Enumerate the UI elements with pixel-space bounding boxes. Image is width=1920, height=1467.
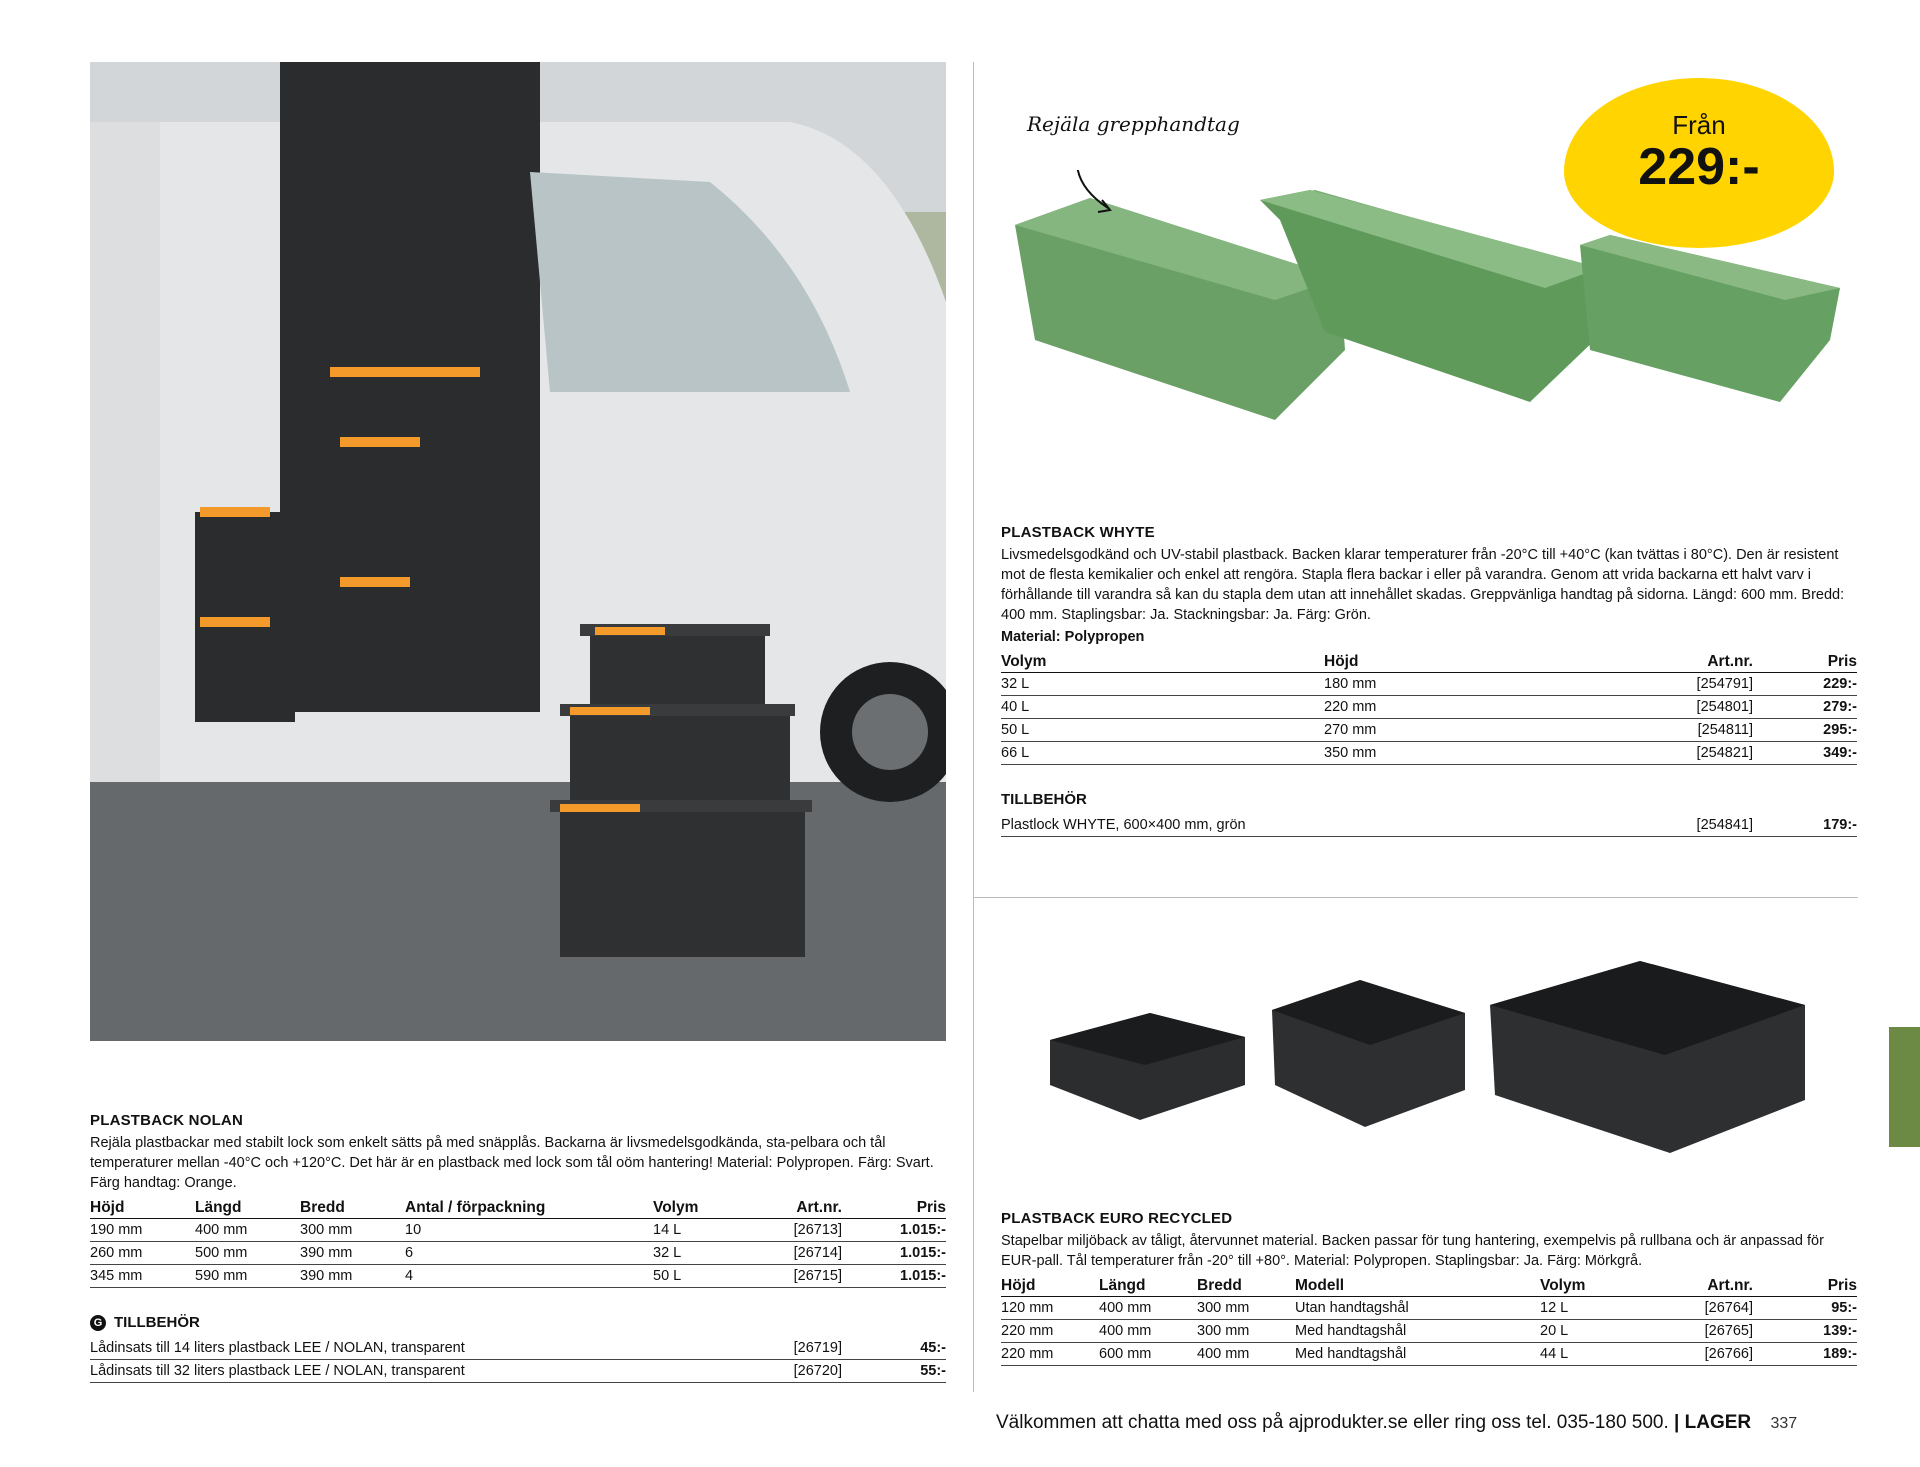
cell: [26765] — [1640, 1320, 1753, 1343]
col-volym: Volym — [653, 1197, 753, 1219]
table-row — [90, 1337, 946, 1360]
cell: 95:- — [1753, 1297, 1857, 1320]
accessories-label: TILLBEHÖR — [114, 1314, 200, 1331]
cell: 220 mm — [1001, 1320, 1099, 1343]
cell: 180 mm — [1324, 673, 1654, 696]
cell: 260 mm — [90, 1242, 195, 1265]
table-row — [1001, 696, 1857, 719]
cell: 1.015:- — [842, 1219, 946, 1242]
cell: 120 mm — [1001, 1297, 1099, 1320]
cell: [26764] — [1640, 1297, 1753, 1320]
whyte-description: Livsmedelsgodkänd och UV-stabil plastback. Backen klarar temperaturer från -20°C till +40°C (kan tvättas i 80°C). Den är resistent mot de flesta kemikalier och enkel att rengöra. Stapla flera backar i eller på varandra. Genom att vrida backarna ett halvt varv i förhållande till varandra så kan du stapla dem utan att innehållet skadas. Greppvänliga handtag på sidorna. Längd: 600 mm. Bredd: 400 mm. Staplingsbar: Ja. Stackningsbar: Ja. Färg: Grön. — [1001, 547, 1845, 623]
cell: [26719] — [756, 1337, 842, 1360]
cell: Med handtagshål — [1295, 1320, 1540, 1343]
g-circle-icon: G — [90, 1315, 106, 1331]
euro-description: Stapelbar miljöback av tåligt, återvunnet material. Backen passar för tung hantering, exempelvis på rullbana och är anpassad för EUR-pall. Tål temperaturer från -20° till +80°. Material: Polypropen. Staplingsbar: Ja. Färg: Mörkgrå. — [1001, 1233, 1824, 1269]
cell: Plastlock WHYTE, 600×400 mm, grön — [1001, 814, 1612, 837]
cell: Utan handtagshål — [1295, 1297, 1540, 1320]
col-modell: Modell — [1295, 1275, 1540, 1297]
cell: [254801] — [1654, 696, 1753, 719]
cell: 220 mm — [1001, 1343, 1099, 1366]
cell: 349:- — [1753, 742, 1857, 765]
cell: 10 — [405, 1219, 653, 1242]
footer-contact-text: Välkommen att chatta med oss på ajprodukter.se eller ring oss tel. 035-180 500. — [996, 1412, 1669, 1433]
cell: 500 mm — [195, 1242, 300, 1265]
table-row — [90, 1360, 946, 1383]
col-pris: Pris — [1753, 651, 1857, 673]
cell: 600 mm — [1099, 1343, 1197, 1366]
nolan-title: PLASTBACK NOLAN — [90, 1112, 243, 1129]
cell: Lådinsats till 32 liters plastback LEE / NOLAN, transparent — [90, 1360, 756, 1383]
cell: 1.015:- — [842, 1265, 946, 1288]
cell: 1.015:- — [842, 1242, 946, 1265]
table-row — [1001, 814, 1857, 837]
cell: [26715] — [753, 1265, 842, 1288]
col-pris: Pris — [1753, 1275, 1857, 1297]
cell: 350 mm — [1324, 742, 1654, 765]
cell: 55:- — [842, 1360, 946, 1383]
nolan-section — [90, 1112, 946, 1383]
cell: 44 L — [1540, 1343, 1640, 1366]
van-photo — [90, 62, 946, 1041]
nolan-description: Rejäla plastbackar med stabilt lock som enkelt sätts på med snäpplås. Backarna är livsmedelsgodkända, sta-pelbara och tål temperaturer mellan -40°C och +120°C. Det här är en plastback med lock som tål oöm hantering! Material: Polypropen. Färg: Svart. Färg handtag: Orange. — [90, 1135, 934, 1191]
cell: 139:- — [1753, 1320, 1857, 1343]
cell: 270 mm — [1324, 719, 1654, 742]
cell: [26714] — [753, 1242, 842, 1265]
whyte-table — [1001, 651, 1857, 765]
cell: 12 L — [1540, 1297, 1640, 1320]
euro-boxes-photo — [1040, 955, 1820, 1165]
price-value: 229:- — [1638, 138, 1760, 196]
cell: [26720] — [756, 1360, 842, 1383]
col-pris: Pris — [842, 1197, 946, 1219]
col-langd: Längd — [1099, 1275, 1197, 1297]
col-bredd: Bredd — [1197, 1275, 1295, 1297]
col-langd: Längd — [195, 1197, 300, 1219]
table-row — [1001, 742, 1857, 765]
col-artnr: Art.nr. — [1654, 651, 1753, 673]
grip-annotation: Rejäla grepphandtag — [1027, 112, 1240, 136]
footer — [996, 1412, 1797, 1434]
cell: 390 mm — [300, 1265, 405, 1288]
footer-section: | LAGER — [1674, 1412, 1752, 1433]
cell: 400 mm — [1197, 1343, 1295, 1366]
col-antal: Antal / förpackning — [405, 1197, 653, 1219]
col-bredd: Bredd — [300, 1197, 405, 1219]
cell: 400 mm — [195, 1219, 300, 1242]
table-row — [1001, 1343, 1857, 1366]
cell: [26713] — [753, 1219, 842, 1242]
col-hojd: Höjd — [1324, 651, 1654, 673]
col-hojd: Höjd — [1001, 1275, 1099, 1297]
cell: Med handtagshål — [1295, 1343, 1540, 1366]
cell: 400 mm — [1099, 1297, 1197, 1320]
cell: 590 mm — [195, 1265, 300, 1288]
cell: 300 mm — [1197, 1297, 1295, 1320]
table-row — [90, 1265, 946, 1288]
cell: 50 L — [1001, 719, 1324, 742]
nolan-table — [90, 1197, 946, 1288]
whyte-accessories-title — [1001, 791, 1857, 808]
cell: [254841] — [1612, 814, 1753, 837]
cell: 300 mm — [300, 1219, 405, 1242]
cell: 220 mm — [1324, 696, 1654, 719]
cell: 20 L — [1540, 1320, 1640, 1343]
table-row — [1001, 719, 1857, 742]
section-side-tab — [1889, 1027, 1920, 1147]
cell: 400 mm — [1099, 1320, 1197, 1343]
table-row — [1001, 673, 1857, 696]
col-volym: Volym — [1001, 651, 1324, 673]
cell: 229:- — [1753, 673, 1857, 696]
cell: [254821] — [1654, 742, 1753, 765]
page-number: 337 — [1770, 1415, 1798, 1432]
column-divider — [973, 62, 974, 1392]
cell: 66 L — [1001, 742, 1324, 765]
section-divider — [973, 897, 1858, 898]
whyte-accessories-table — [1001, 814, 1857, 837]
cell: 345 mm — [90, 1265, 195, 1288]
price-badge — [1564, 78, 1834, 248]
cell: [254791] — [1654, 673, 1753, 696]
cell: Lådinsats till 14 liters plastback LEE / NOLAN, transparent — [90, 1337, 756, 1360]
cell: 40 L — [1001, 696, 1324, 719]
cell: 300 mm — [1197, 1320, 1295, 1343]
whyte-material: Material: Polypropen — [1001, 629, 1145, 645]
cell: 14 L — [653, 1219, 753, 1242]
nolan-accessories-title — [90, 1314, 946, 1331]
whyte-title: PLASTBACK WHYTE — [1001, 524, 1155, 541]
cell: 32 L — [653, 1242, 753, 1265]
price-from-label: Från — [1672, 110, 1726, 140]
table-row — [90, 1242, 946, 1265]
accessories-label: TILLBEHÖR — [1001, 791, 1087, 808]
euro-table — [1001, 1275, 1857, 1366]
nolan-accessories-table — [90, 1337, 946, 1383]
table-row — [90, 1219, 946, 1242]
col-hojd: Höjd — [90, 1197, 195, 1219]
cell: 295:- — [1753, 719, 1857, 742]
cell: 50 L — [653, 1265, 753, 1288]
cell: 390 mm — [300, 1242, 405, 1265]
cell: 6 — [405, 1242, 653, 1265]
cell: 279:- — [1753, 696, 1857, 719]
cell: 45:- — [842, 1337, 946, 1360]
table-row — [1001, 1320, 1857, 1343]
cell: [26766] — [1640, 1343, 1753, 1366]
cell: 179:- — [1753, 814, 1857, 837]
euro-section — [1001, 1210, 1857, 1366]
col-artnr: Art.nr. — [753, 1197, 842, 1219]
cell: 189:- — [1753, 1343, 1857, 1366]
col-volym: Volym — [1540, 1275, 1640, 1297]
euro-title: PLASTBACK EURO RECYCLED — [1001, 1210, 1233, 1227]
table-row — [1001, 1297, 1857, 1320]
cell: 32 L — [1001, 673, 1324, 696]
whyte-section — [1001, 524, 1857, 837]
cell: [254811] — [1654, 719, 1753, 742]
cell: 4 — [405, 1265, 653, 1288]
col-artnr: Art.nr. — [1640, 1275, 1753, 1297]
cell: 190 mm — [90, 1219, 195, 1242]
